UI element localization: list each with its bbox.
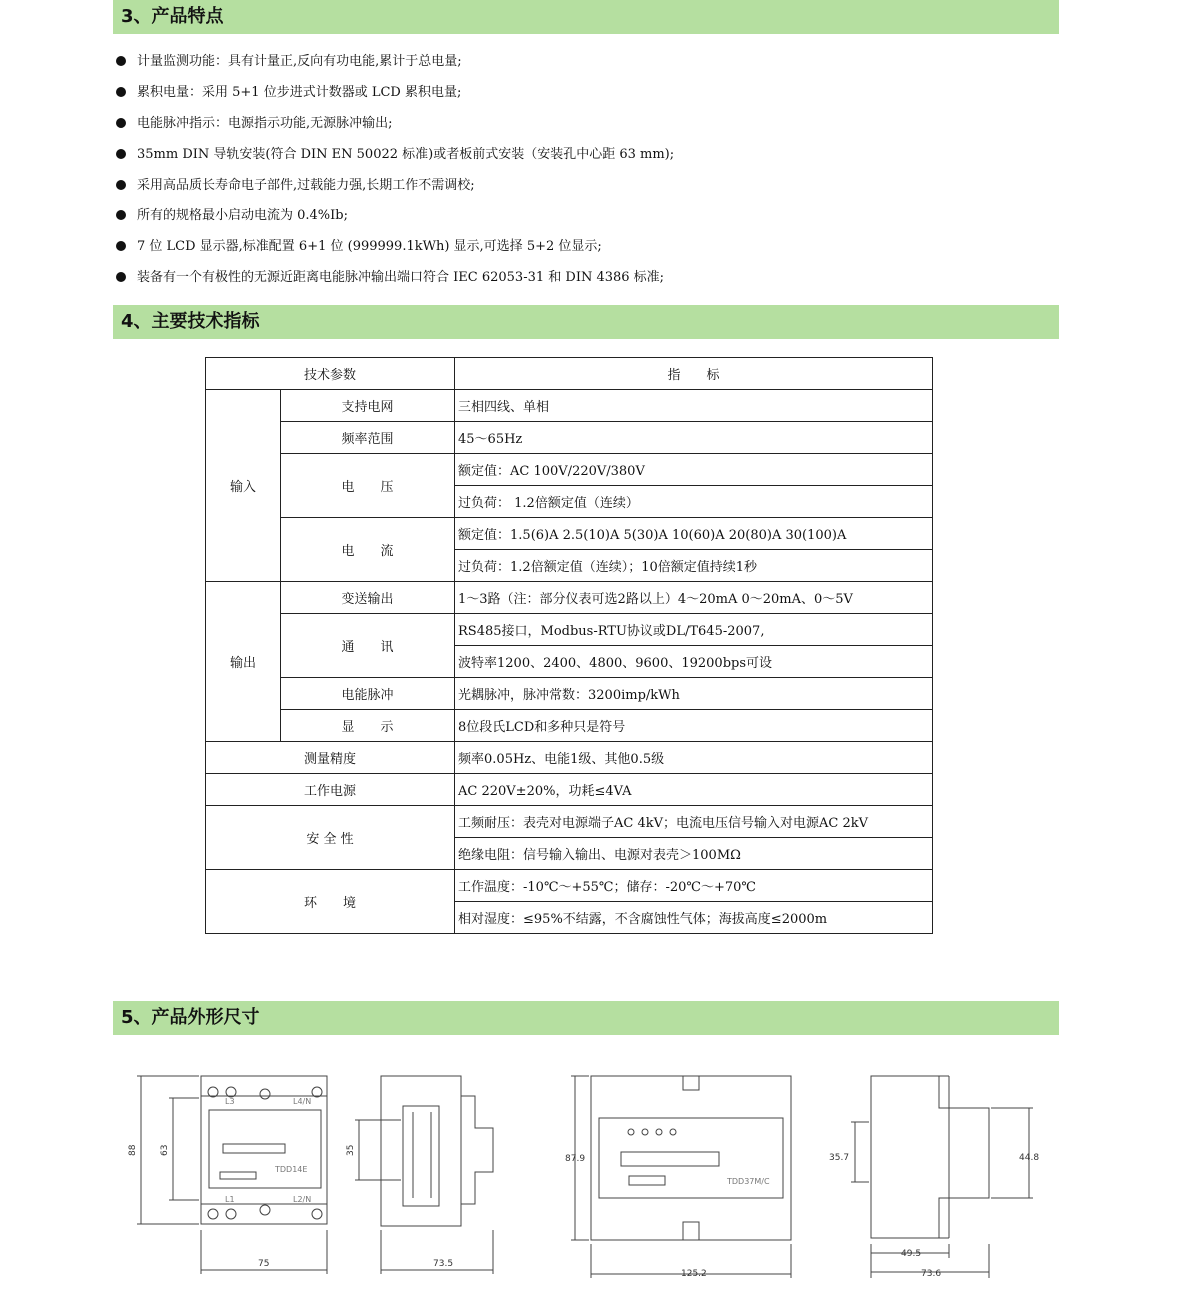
row-value: 绝缘电阻：信号输入输出、电源对表壳＞100MΩ	[455, 838, 933, 870]
feature-text: 35mm DIN 导轨安装(符合 DIN EN 50022 标准)或者板前式安装（安装孔中心距 63 mm);	[137, 146, 675, 162]
row-label: 支持电网	[281, 390, 455, 422]
feature-item	[113, 232, 1059, 263]
header-value: 指 标	[455, 358, 933, 390]
row-value: 1～3路（注：部分仪表可选2路以上）4～20mA 0～20mA、0～5V	[455, 582, 933, 614]
row-value: RS485接口，Modbus-RTU协议或DL/T645-2007,	[455, 614, 933, 646]
row-value: 过负荷： 1.2倍额定值（连续）	[455, 486, 933, 518]
row-value: 工频耐压：表壳对电源端子AC 4kV；电流电压信号输入对电源AC 2kV	[455, 806, 933, 838]
row-value: 光耦脉冲，脉冲常数：3200imp/kWh	[455, 678, 933, 710]
feature-item	[113, 263, 1059, 294]
row-value: 过负荷：1.2倍额定值（连续）；10倍额定值持续1秒	[455, 550, 933, 582]
table-row	[206, 710, 933, 742]
row-value: 工作温度：-10℃～+55℃；储存：-20℃～+70℃	[455, 870, 933, 902]
feature-item	[113, 140, 1059, 171]
header-param: 技术参数	[206, 358, 455, 390]
section-5-title: 5、产品外形尺寸	[121, 1007, 260, 1028]
table-row	[206, 806, 933, 838]
table-row	[206, 614, 933, 646]
row-value: 相对湿度：≤95%不结露，不含腐蚀性气体；海拔高度≤2000m	[455, 902, 933, 934]
section-3-header	[113, 0, 1059, 34]
bullet-icon	[116, 241, 126, 251]
table-row	[206, 518, 933, 550]
row-value: 额定值：AC 100V/220V/380V	[455, 454, 933, 486]
bullet-icon	[116, 272, 126, 282]
d4-height-label: 44.8	[1019, 1153, 1040, 1163]
feature-item	[113, 78, 1059, 109]
d1-inner-label: 63	[160, 1144, 170, 1156]
row-value: 额定值：1.5(6)A 2.5(10)A 5(30)A 10(60)A 20(80)A 30(100)A	[455, 518, 933, 550]
bullet-icon	[116, 180, 126, 190]
row-label: 变送输出	[281, 582, 455, 614]
d2-rail-label: 35	[346, 1144, 356, 1156]
bullet-icon	[116, 149, 126, 159]
feature-text: 所有的规格最小启动电流为 0.4%Ib;	[137, 208, 348, 224]
drawings-svg	[113, 1048, 1059, 1288]
spec-table	[205, 357, 933, 934]
table-row	[206, 582, 933, 614]
section-4-header	[113, 305, 1059, 339]
row-value: AC 220V±20%，功耗≤4VA	[455, 774, 933, 806]
d4-depth1-label: 49.5	[901, 1249, 922, 1259]
row-value: 波特率1200、2400、4800、9600、19200bps可设	[455, 646, 933, 678]
d1-width-label: 75	[258, 1259, 270, 1269]
d1-l4n-label: L4/N	[293, 1097, 312, 1106]
row-label: 通 讯	[281, 614, 455, 678]
table-row	[206, 870, 933, 902]
dimension-drawings	[113, 1048, 1059, 1288]
feature-list	[113, 47, 1059, 294]
feature-text: 电能脉冲指示：电源指示功能,无源脉冲输出;	[137, 115, 393, 131]
feature-item	[113, 47, 1059, 78]
row-label: 电 流	[281, 518, 455, 582]
d2-depth-label: 73.5	[433, 1259, 454, 1269]
table-row	[206, 422, 933, 454]
section-3-title: 3、产品特点	[121, 6, 224, 27]
feature-item	[113, 109, 1059, 140]
d4-depth2-label: 73.6	[921, 1269, 942, 1279]
d3-height-label: 87.9	[565, 1154, 586, 1164]
table-header-row	[206, 358, 933, 390]
d3-width-label: 125.2	[681, 1269, 707, 1279]
feature-text: 采用高品质长寿命电子部件,过载能力强,长期工作不需调校;	[137, 177, 475, 193]
feature-text: 计量监测功能：具有计量正,反向有功电能,累计于总电量;	[137, 54, 462, 69]
table-row	[206, 678, 933, 710]
bullet-icon	[116, 87, 126, 97]
row-label: 电能脉冲	[281, 678, 455, 710]
d1-l2n-label: L2/N	[293, 1195, 312, 1204]
d1-l3-label: L3	[225, 1097, 235, 1106]
row-value: 频率0.05Hz、电能1级、其他0.5级	[455, 742, 933, 774]
bullet-icon	[116, 118, 126, 128]
row-label: 安 全 性	[206, 806, 455, 870]
drawing-side-2	[851, 1076, 1033, 1278]
section-5-header	[113, 1001, 1059, 1035]
feature-item	[113, 171, 1059, 202]
d1-l1-label: L1	[225, 1195, 235, 1204]
row-value: 三相四线、单相	[455, 390, 933, 422]
group-input: 输入	[206, 390, 281, 582]
d4-rail-label: 35.7	[829, 1153, 850, 1163]
d1-model-label: TDD14E	[275, 1165, 308, 1174]
row-value: 45～65Hz	[455, 422, 933, 454]
feature-text: 装备有一个有极性的无源近距离电能脉冲输出端口符合 IEC 62053-31 和 DIN 4386 标准;	[137, 270, 665, 286]
row-label: 电 压	[281, 454, 455, 518]
feature-text: 累积电量：采用 5+1 位步进式计数器或 LCD 累积电量;	[137, 84, 462, 100]
d3-model-label: TDD37M/C	[727, 1177, 770, 1186]
row-value: 8位段氏LCD和多种只是符号	[455, 710, 933, 742]
table-row	[206, 742, 933, 774]
section-4-title: 4、主要技术指标	[121, 311, 260, 332]
d1-height-label: 88	[128, 1144, 138, 1156]
row-label: 测量精度	[206, 742, 455, 774]
table-row	[206, 454, 933, 486]
feature-item	[113, 201, 1059, 232]
bullet-icon	[116, 210, 126, 220]
group-output: 输出	[206, 582, 281, 742]
table-row	[206, 774, 933, 806]
row-label: 环 境	[206, 870, 455, 934]
row-label: 频率范围	[281, 422, 455, 454]
bullet-icon	[116, 56, 126, 66]
drawing-side-1	[355, 1076, 493, 1274]
table-row	[206, 390, 933, 422]
feature-text: 7 位 LCD 显示器,标准配置 6+1 位 (999999.1kWh) 显示,可选择 5+2 位显示;	[137, 239, 602, 255]
row-label: 工作电源	[206, 774, 455, 806]
row-label: 显 示	[281, 710, 455, 742]
